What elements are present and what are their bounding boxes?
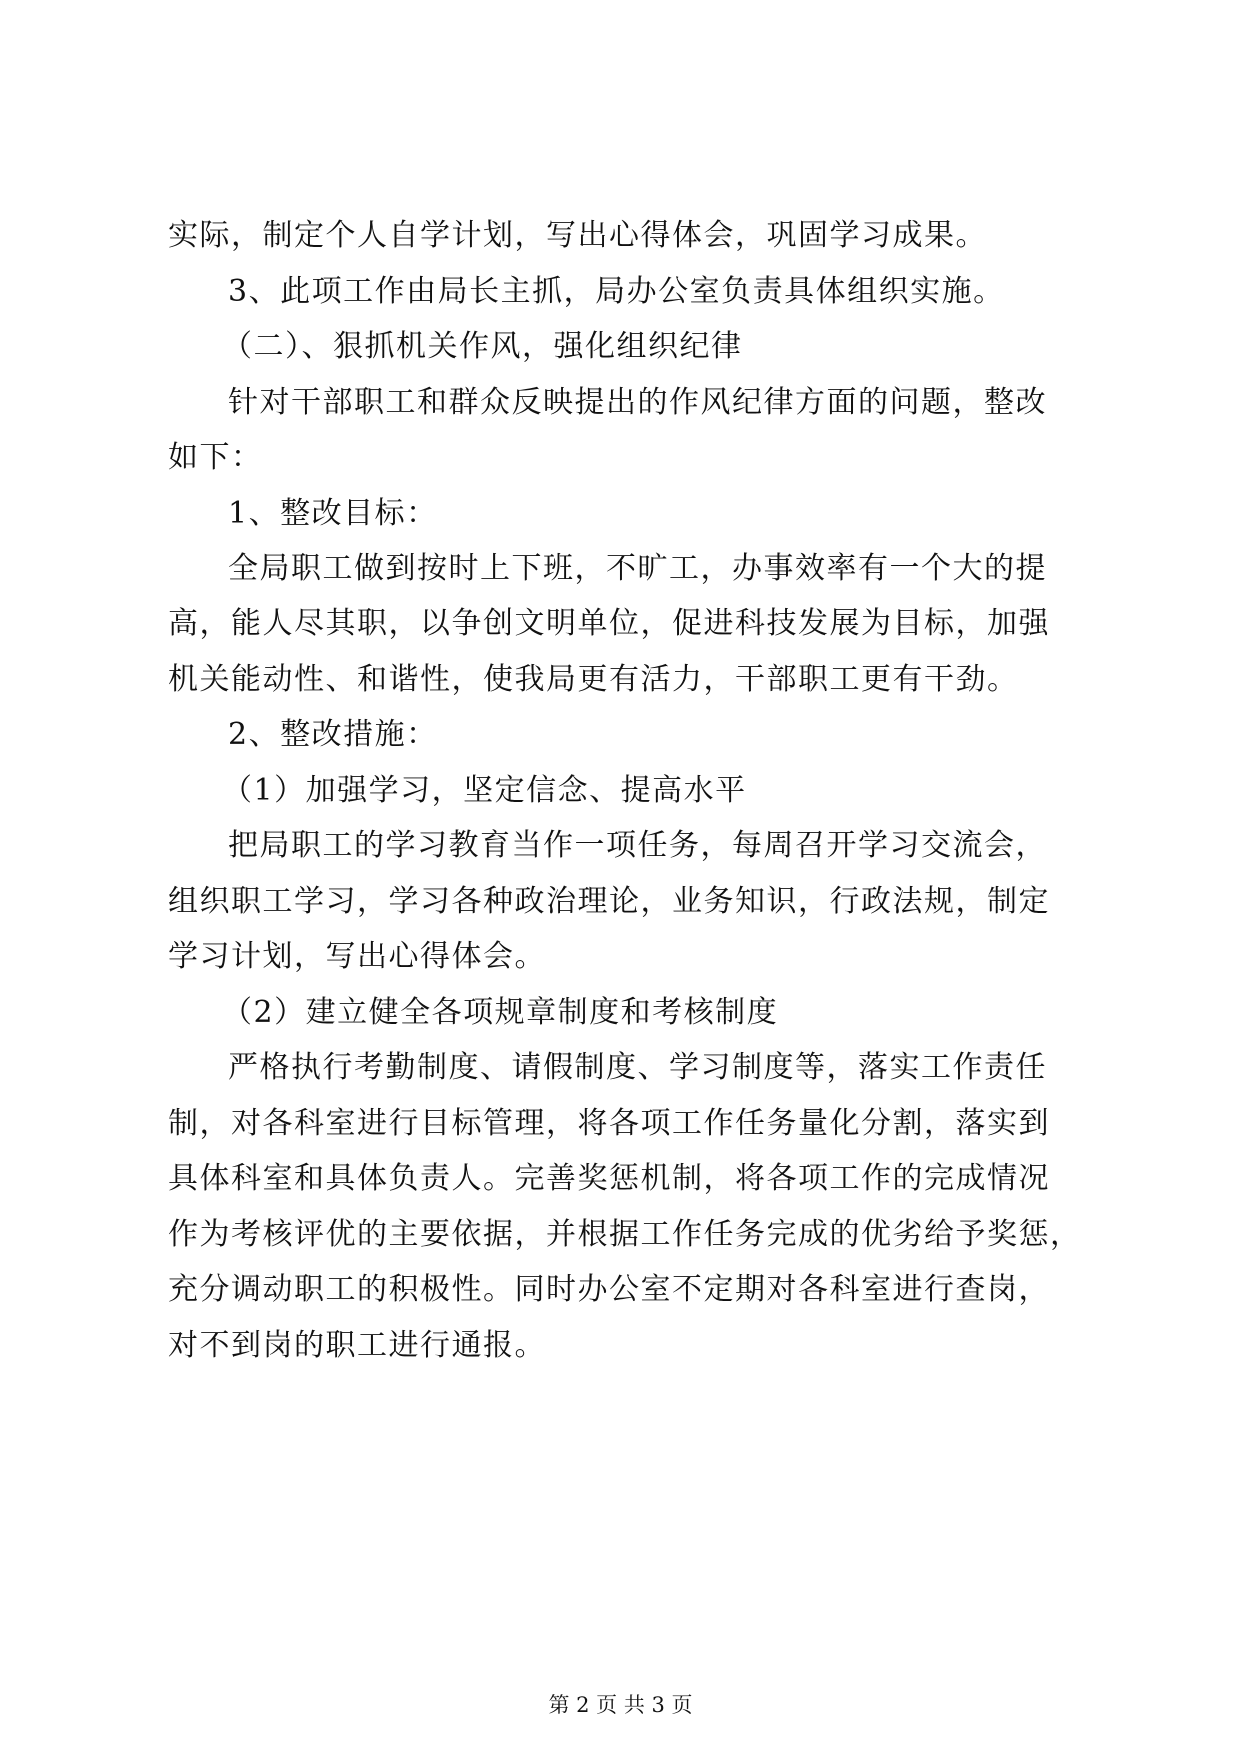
body-line: 充分调动职工的积极性。同时办公室不定期对各科室进行查岗， xyxy=(168,1272,1050,1307)
body-line: 3、此项工作由局长主抓，局办公室负责具体组织实施。 xyxy=(228,274,1005,309)
page-number-footer: 第 2 页 共 3 页 xyxy=(548,1693,693,1717)
body-line: 针对干部职工和群众反映提出的作风纪律方面的问题，整改 xyxy=(228,385,1047,420)
body-line: 机关能动性、和谐性，使我局更有活力，干部职工更有干劲。 xyxy=(168,662,1019,697)
body-line: 组织职工学习，学习各种政治理论，业务知识，行政法规，制定 xyxy=(168,884,1050,919)
subheading: 2、整改措施： xyxy=(228,717,438,752)
body-line: 把局职工的学习教育当作一项任务，每周召开学习交流会， xyxy=(228,828,1047,863)
body-line: 作为考核评优的主要依据，并根据工作任务完成的优劣给予奖惩， xyxy=(168,1217,1082,1252)
section-heading: （二）、狠抓机关作风，强化组织纪律 xyxy=(222,329,743,364)
body-line: 对不到岗的职工进行通报。 xyxy=(168,1328,546,1363)
body-line: 具体科室和具体负责人。完善奖惩机制，将各项工作的完成情况 xyxy=(168,1161,1050,1196)
body-line: 严格执行考勤制度、请假制度、学习制度等，落实工作责任 xyxy=(228,1050,1047,1085)
body-line: 高，能人尽其职，以争创文明单位，促进科技发展为目标，加强 xyxy=(168,606,1050,641)
body-line: 学习计划，写出心得体会。 xyxy=(168,939,546,974)
subheading: 1、整改目标： xyxy=(228,496,438,531)
body-line: 如下： xyxy=(168,440,263,475)
body-line: 全局职工做到按时上下班，不旷工，办事效率有一个大的提 xyxy=(228,551,1047,586)
body-line: 制，对各科室进行目标管理，将各项工作任务量化分割，落实到 xyxy=(168,1106,1050,1141)
item-heading: （2）建立健全各项规章制度和考核制度 xyxy=(222,995,779,1030)
item-heading: （1）加强学习，坚定信念、提高水平 xyxy=(222,773,747,808)
body-line: 实际，制定个人自学计划，写出心得体会，巩固学习成果。 xyxy=(168,218,987,253)
